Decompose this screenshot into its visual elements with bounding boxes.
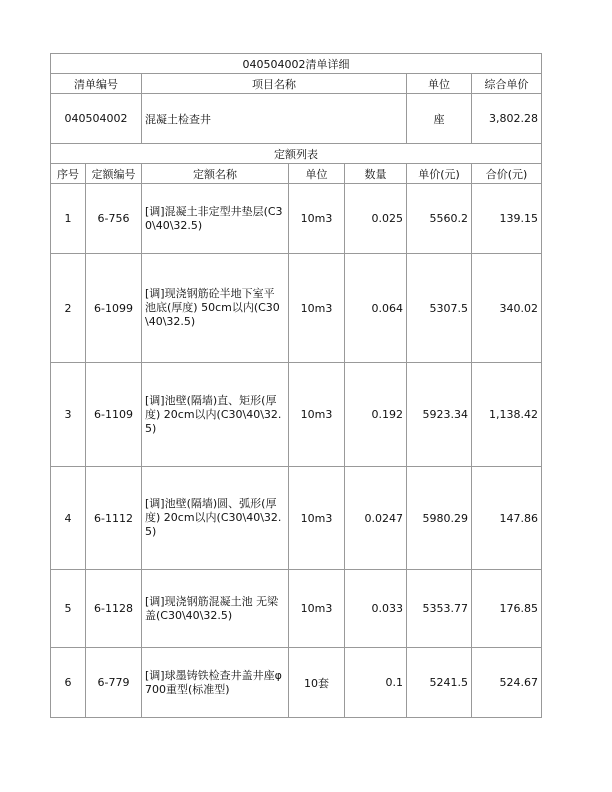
- row-name: [调]混凝土非定型井垫层(C30\40\32.5): [142, 184, 289, 254]
- row-qty: 0.0247: [345, 467, 407, 570]
- row-total: 176.85: [472, 570, 542, 648]
- row-unit: 10m3: [289, 363, 345, 467]
- row-name: [调]现浇钢筋混凝土池 无梁盖(C30\40\32.5): [142, 570, 289, 648]
- row-seq: 5: [51, 570, 86, 648]
- quota-name-header: 定额名称: [142, 164, 289, 184]
- row-price: 5923.34: [407, 363, 472, 467]
- item-price: 3,802.28: [472, 94, 542, 144]
- bill-detail-table: [50, 53, 542, 718]
- table-row: [51, 254, 542, 363]
- row-name: [调]球墨铸铁检查井盖井座φ700重型(标准型): [142, 648, 289, 718]
- title-row: [51, 54, 542, 74]
- table-row: [51, 184, 542, 254]
- row-code: 6-1128: [86, 570, 142, 648]
- row-price: 5560.2: [407, 184, 472, 254]
- row-seq: 6: [51, 648, 86, 718]
- row-code: 6-1099: [86, 254, 142, 363]
- row-total: 139.15: [472, 184, 542, 254]
- quota-header-row: [51, 164, 542, 184]
- quota-qty-header: 数量: [345, 164, 407, 184]
- item-header-row: [51, 74, 542, 94]
- row-name: [调]池壁(隔墙)直、矩形(厚度) 20cm以内(C30\40\32.5): [142, 363, 289, 467]
- table-title: 040504002清单详细: [51, 54, 542, 74]
- row-total: 1,138.42: [472, 363, 542, 467]
- row-qty: 0.033: [345, 570, 407, 648]
- item-unit: 座: [407, 94, 472, 144]
- row-name: [调]现浇钢筋砼半地下室平池底(厚度) 50cm以内(C30\40\32.5): [142, 254, 289, 363]
- table-row: [51, 363, 542, 467]
- row-seq: 3: [51, 363, 86, 467]
- quota-total-header: 合价(元): [472, 164, 542, 184]
- row-price: 5980.29: [407, 467, 472, 570]
- quota-title-row: [51, 144, 542, 164]
- row-total: 340.02: [472, 254, 542, 363]
- item-name-header: 项目名称: [142, 74, 407, 94]
- row-seq: 4: [51, 467, 86, 570]
- row-seq: 2: [51, 254, 86, 363]
- row-total: 147.86: [472, 467, 542, 570]
- row-price: 5241.5: [407, 648, 472, 718]
- table-row: [51, 648, 542, 718]
- row-qty: 0.025: [345, 184, 407, 254]
- item-unit-header: 单位: [407, 74, 472, 94]
- item-row: [51, 94, 542, 144]
- row-name: [调]池壁(隔墙)圆、弧形(厚度) 20cm以内(C30\40\32.5): [142, 467, 289, 570]
- row-price: 5307.5: [407, 254, 472, 363]
- row-code: 6-1109: [86, 363, 142, 467]
- row-unit: 10套: [289, 648, 345, 718]
- quota-unit-header: 单位: [289, 164, 345, 184]
- row-code: 6-1112: [86, 467, 142, 570]
- item-price-header: 综合单价: [472, 74, 542, 94]
- item-code: 040504002: [51, 94, 142, 144]
- table-row: [51, 570, 542, 648]
- row-unit: 10m3: [289, 254, 345, 363]
- item-name: 混凝土检查井: [142, 94, 407, 144]
- table-row: [51, 467, 542, 570]
- row-seq: 1: [51, 184, 86, 254]
- row-qty: 0.1: [345, 648, 407, 718]
- quota-price-header: 单价(元): [407, 164, 472, 184]
- row-qty: 0.064: [345, 254, 407, 363]
- row-unit: 10m3: [289, 184, 345, 254]
- seq-header: 序号: [51, 164, 86, 184]
- quota-list-title: 定额列表: [51, 144, 542, 164]
- item-code-header: 清单编号: [51, 74, 142, 94]
- row-code: 6-756: [86, 184, 142, 254]
- row-price: 5353.77: [407, 570, 472, 648]
- row-unit: 10m3: [289, 467, 345, 570]
- quota-code-header: 定额编号: [86, 164, 142, 184]
- row-qty: 0.192: [345, 363, 407, 467]
- row-code: 6-779: [86, 648, 142, 718]
- row-unit: 10m3: [289, 570, 345, 648]
- row-total: 524.67: [472, 648, 542, 718]
